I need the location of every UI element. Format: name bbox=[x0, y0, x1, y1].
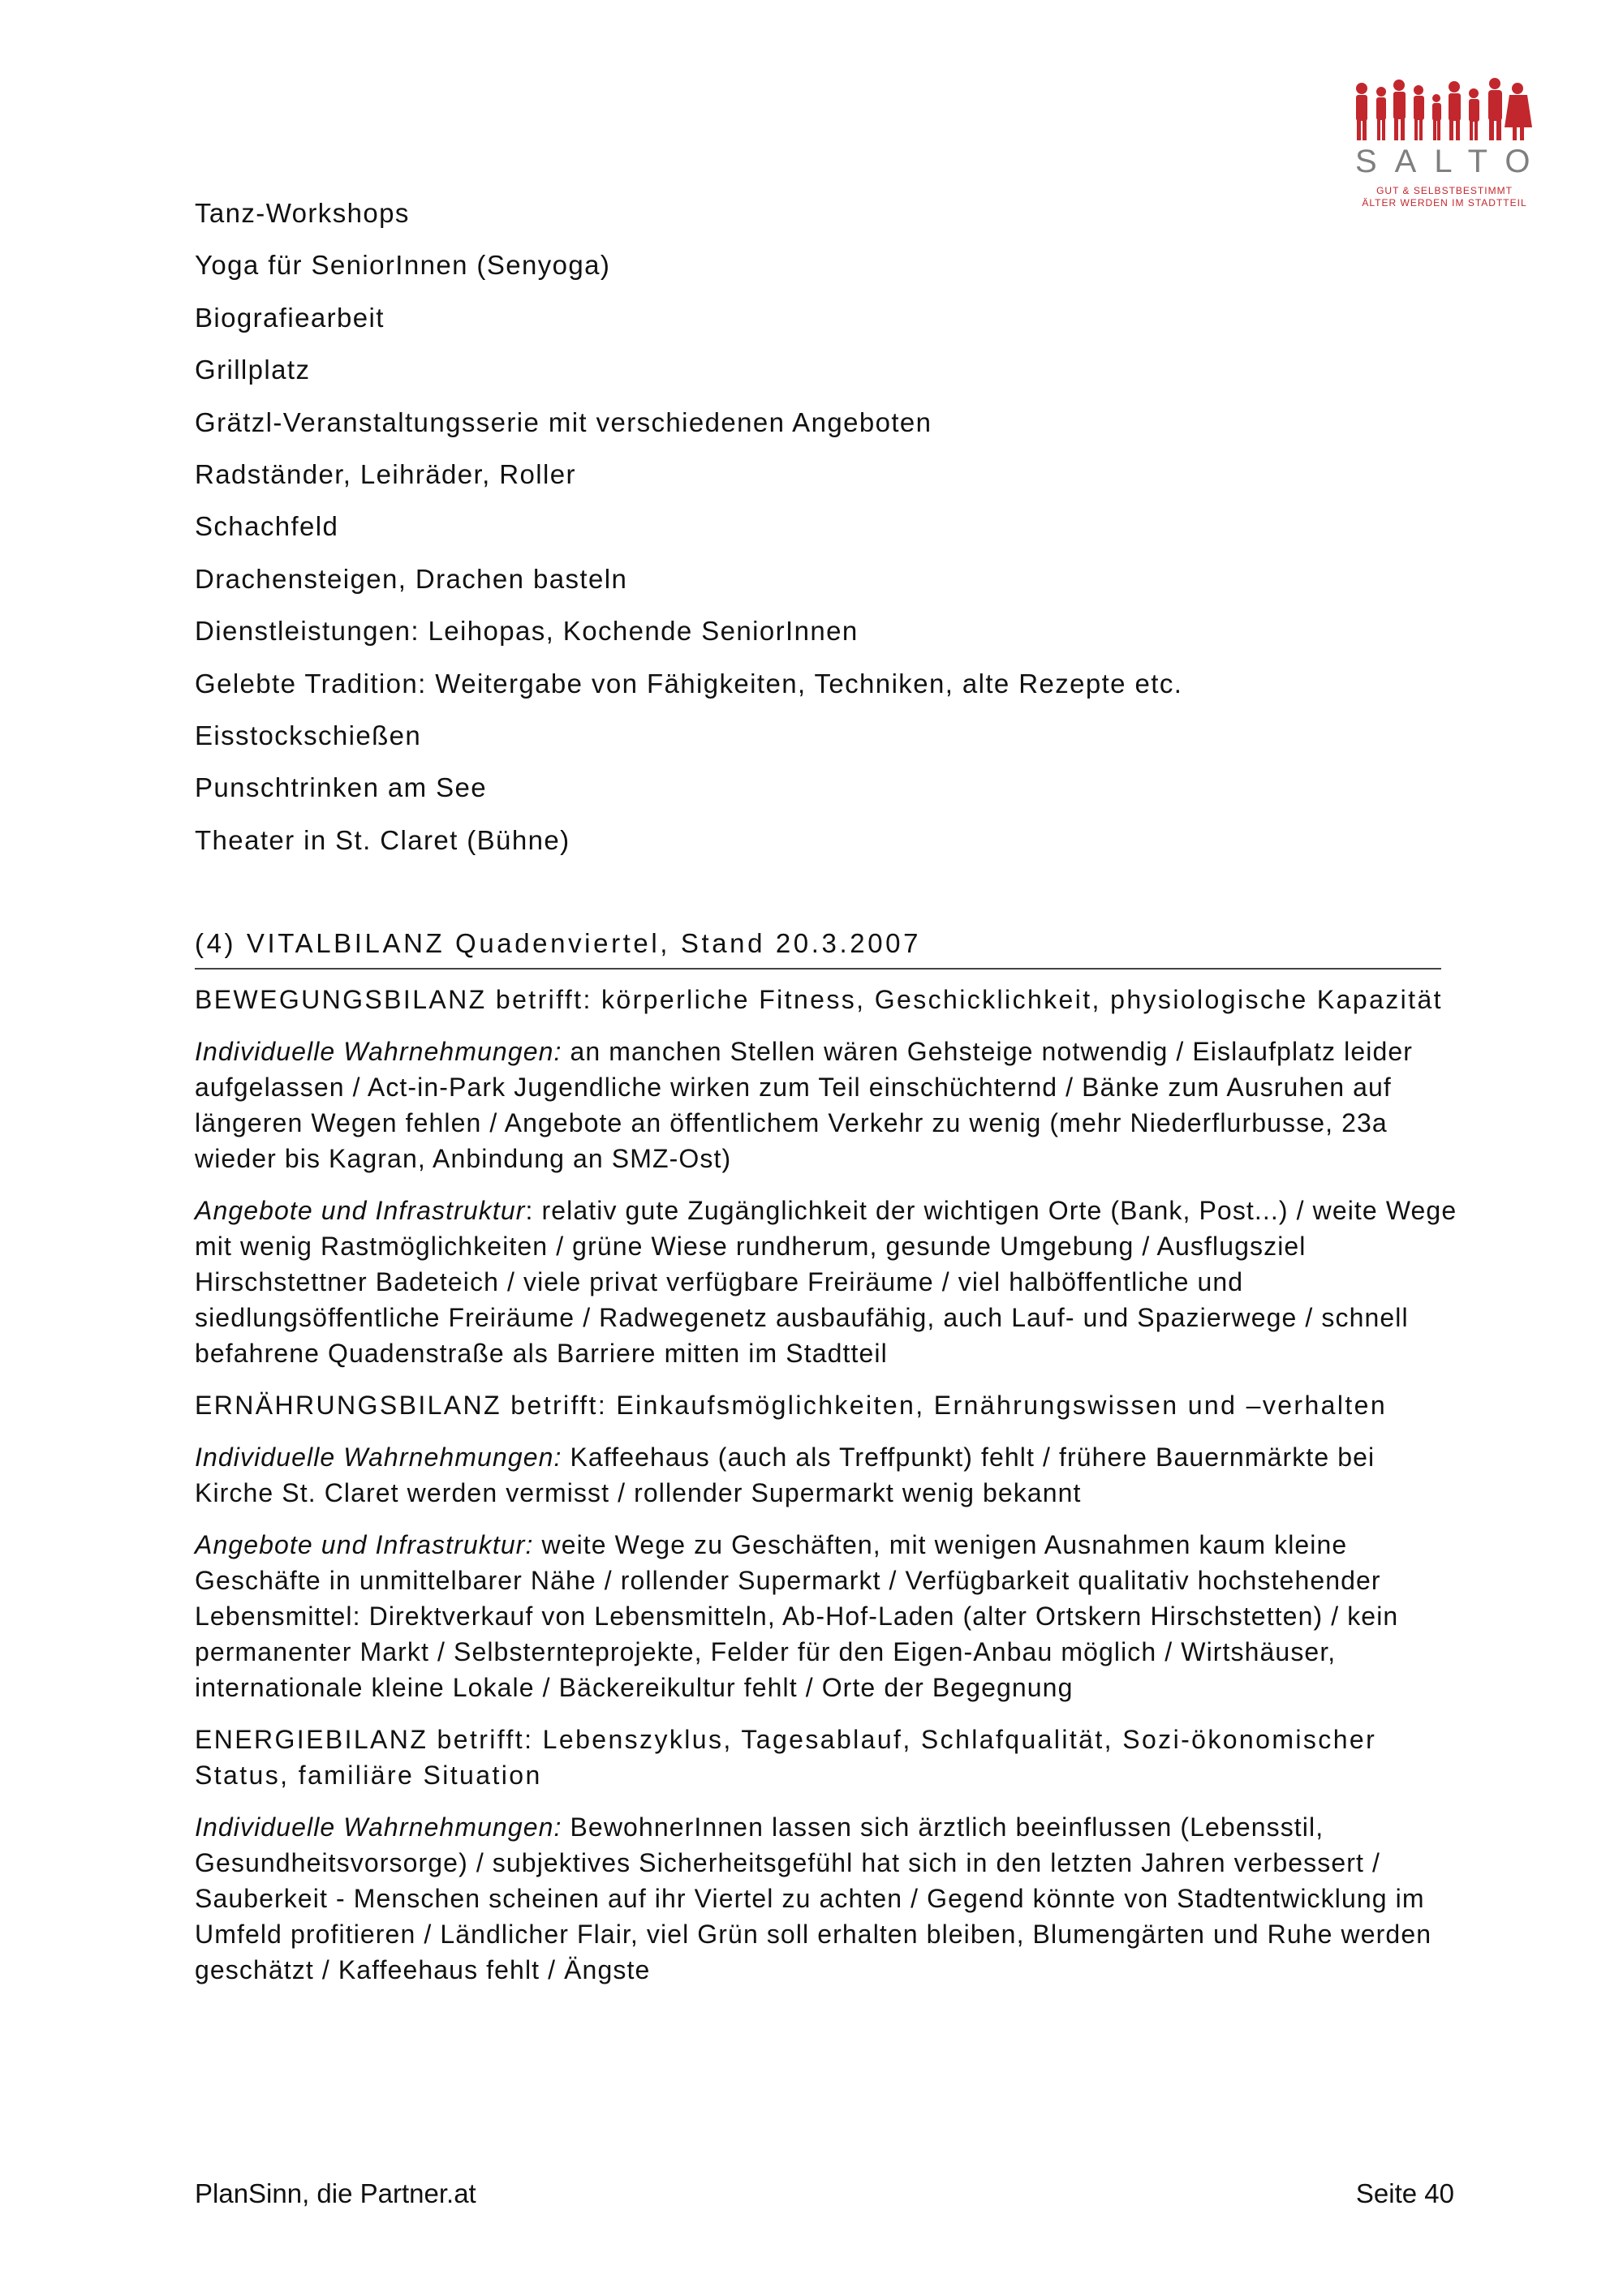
ernaehrung-angebote bbox=[195, 1527, 1461, 1705]
wahrnehmungen-label: Individuelle Wahrnehmungen: bbox=[195, 1812, 562, 1842]
energiebilanz-heading: ENERGIEBILANZ betrifft: Lebenszyklus, Tagesablauf, Schlafqualität, Sozi-ökonomischer Status, familiäre Situation bbox=[195, 1725, 1377, 1790]
list-item: Drachensteigen, Drachen basteln bbox=[195, 563, 628, 594]
logo-tagline-1: GUT & SELBSTBESTIMMT bbox=[1376, 185, 1513, 196]
list-item: Schachfeld bbox=[195, 511, 339, 542]
logo-tagline-2: ÄLTER WERDEN IM STADTTEIL bbox=[1362, 197, 1527, 209]
salto-logo bbox=[1347, 77, 1548, 209]
angebote-label: Angebote und Infrastruktur bbox=[195, 1196, 526, 1225]
bewegung-wahrnehmungen bbox=[195, 1034, 1461, 1176]
wahrnehmungen-label: Individuelle Wahrnehmungen: bbox=[195, 1037, 562, 1066]
wahrnehmungen-text: Kaffeehaus (auch als Treffpunkt) fehlt / frühere Bauernmärkte bei Kirche St. Claret werden vermisst / rollender Supermarkt wenig bekannt bbox=[195, 1443, 1375, 1507]
ernaehrung-wahrnehmungen bbox=[195, 1439, 1461, 1511]
list-item: Punschtrinken am See bbox=[195, 772, 488, 803]
page-number: Seite 40 bbox=[1355, 2178, 1454, 2208]
section-heading: (4) VITALBILANZ Quadenviertel, Stand 20.3.2007 bbox=[195, 921, 1441, 970]
list-item: Grätzl-Veranstaltungsserie mit verschiedenen Angeboten bbox=[195, 406, 932, 437]
footer-publisher: PlanSinn, die Partner.at bbox=[195, 2178, 476, 2208]
list-item: Grillplatz bbox=[195, 355, 311, 385]
list-item: Tanz-Workshops bbox=[195, 198, 410, 228]
salto-people-icon bbox=[1347, 77, 1542, 150]
angebote-label: Angebote und Infrastruktur: bbox=[195, 1530, 534, 1559]
energie-wahrnehmungen bbox=[195, 1809, 1461, 1988]
list-item: Biografiearbeit bbox=[195, 302, 385, 333]
activity-list bbox=[195, 195, 1461, 874]
list-item: Dienstleistungen: Leihopas, Kochende SeniorInnen bbox=[195, 616, 859, 647]
list-item: Theater in St. Claret (Bühne) bbox=[195, 824, 570, 855]
list-item: Yoga für SeniorInnen (Senyoga) bbox=[195, 250, 611, 281]
list-item: Gelebte Tradition: Weitergabe von Fähigkeiten, Techniken, alte Rezepte etc. bbox=[195, 668, 1183, 699]
wahrnehmungen-text: BewohnerInnen lassen sich ärztlich beeinflussen (Lebensstil, Gesundheitsvorsorge) / subjektives Sicherheitsgefühl hat sich in den letzten Jahren verbessert / Sauberkeit - Menschen scheinen auf ihr Viertel zu achten / Gegend könnte von Stadtentwicklung im Umfeld profitieren / Ländlicher Flair, viel Grün soll erhalten bleiben, Blumengärten und Ruhe werden geschätzt / Kaffeehaus fehlt / Ängste bbox=[195, 1812, 1432, 1984]
wahrnehmungen-label: Individuelle Wahrnehmungen: bbox=[195, 1443, 562, 1472]
ernaehrungsbilanz-heading: ERNÄHRUNGSBILANZ betrifft: Einkaufsmöglichkeiten, Ernährungswissen und –verhalten bbox=[195, 1391, 1388, 1420]
list-item: Eisstockschießen bbox=[195, 720, 422, 750]
angebote-text: : relativ gute Zugänglichkeit der wichtigen Orte (Bank, Post...) / weite Wege mit wenig Rastmöglichkeiten / grüne Wiese rundherum, gesunde Umgebung / Ausflugsziel Hirschstettner Badeteich / viele privat verfügbare Freiräume / viel halböffentliche und siedlungsöffentliche Freiräume / Radwegenetz ausbaufähig, auch Lauf- und Spazierwege / schnell befahrene Quadenstraße als Barriere mitten im Stadtteil bbox=[195, 1196, 1457, 1368]
logo-wordmark: SALTO bbox=[1355, 144, 1548, 179]
bewegung-angebote bbox=[195, 1193, 1461, 1371]
bewegungsbilanz-heading: BEWEGUNGSBILANZ betrifft: körperliche Fitness, Geschicklichkeit, physiologische Kapazität bbox=[195, 985, 1443, 1014]
angebote-text: weite Wege zu Geschäften, mit wenigen Ausnahmen kaum kleine Geschäfte in unmittelbarer Nähe / rollender Supermarkt / Verfügbarkeit qualitativ hochstehender Lebensmittel: Direktverkauf von Lebensmitteln, Ab-Hof-Laden (alter Ortskern Hirschstetten) / kein permanenter Markt / Selbsternteprojekte, Felder für den Eigen-Anbau möglich / Wirtshäuser, internationale kleine Lokale / Bäckereikultur fehlt / Orte der Begegnung bbox=[195, 1530, 1399, 1702]
wahrnehmungen-text: an manchen Stellen wären Gehsteige notwendig / Eislaufplatz leider aufgelassen / Act-in-Park Jugendliche wirken zum Teil einschüchternd / Bänke zum Ausruhen auf längeren Wegen fehlen / Angebote an öffentlichem Verkehr zu wenig (mehr Niederflurbusse, 23a wieder bis Kagran, Anbindung an SMZ-Ost) bbox=[195, 1037, 1414, 1173]
section-body bbox=[195, 982, 1461, 2004]
list-item: Radständer, Leihräder, Roller bbox=[195, 458, 576, 489]
